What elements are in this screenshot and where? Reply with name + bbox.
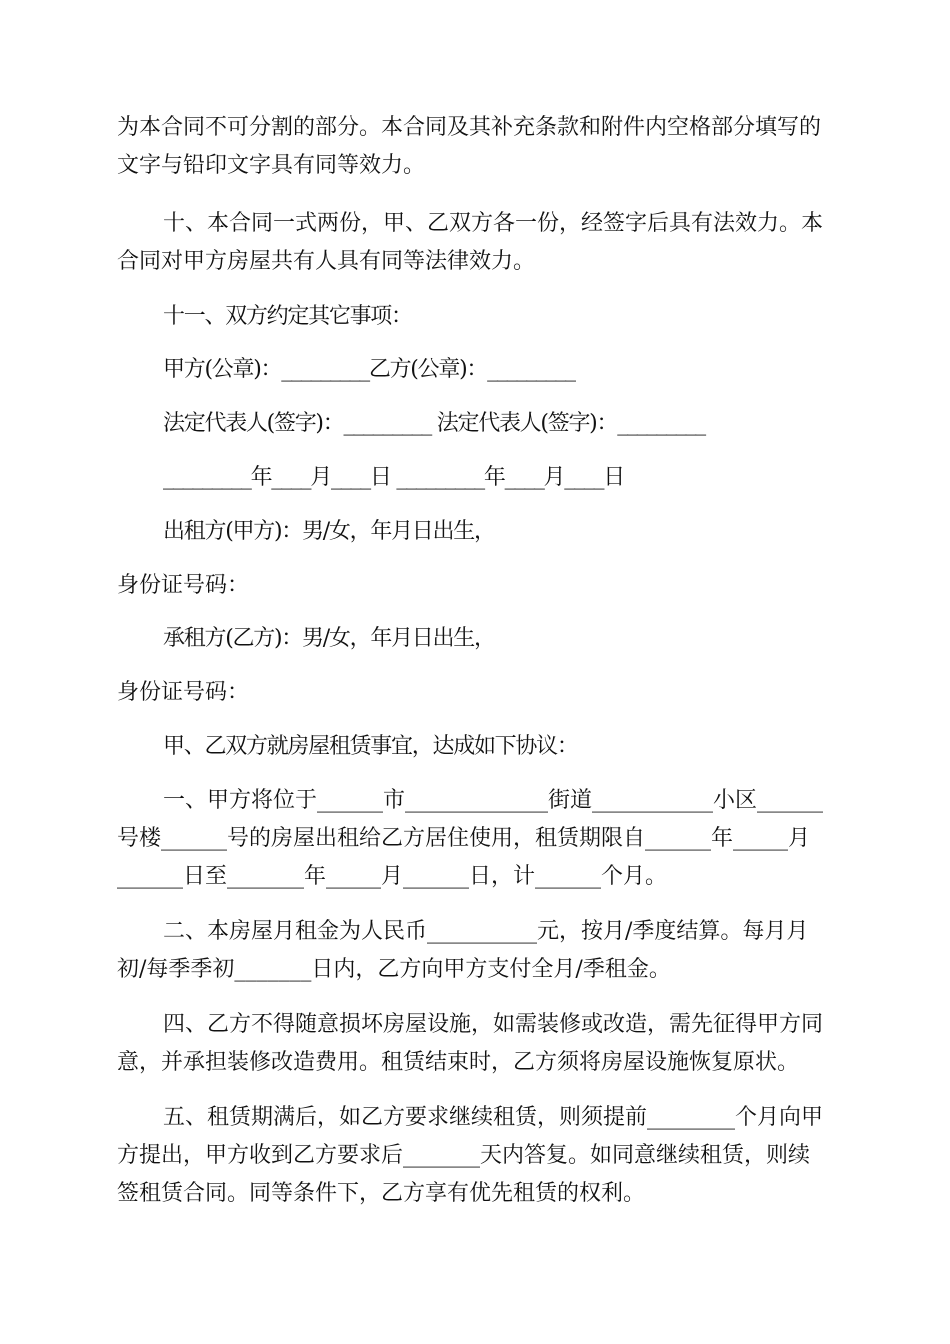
paragraph-clause-9-continuation xyxy=(117,109,833,185)
lessee-info xyxy=(163,620,879,658)
text-line: _________年____月____日 _________年____月____日 xyxy=(163,465,624,490)
lessee-id-number xyxy=(117,674,833,712)
signature-seal-line xyxy=(163,351,879,389)
lessor-info xyxy=(163,513,879,551)
text-line: 一、甲方将位于______市_____________街道___________小区______ xyxy=(163,788,824,813)
paragraph-clause-11 xyxy=(163,298,879,336)
text-line: 为本合同不可分割的部分。本合同及其补充条款和附件内空格部分填写的 xyxy=(117,115,822,140)
text-line: 十一、双方约定其它事项： xyxy=(163,304,412,329)
text-line: 二、本房屋月租金为人民币__________元，按月/季度结算。每月月 xyxy=(163,919,809,944)
text-line: 初/每季季初_______日内，乙方向甲方支付全月/季租金。 xyxy=(117,957,671,982)
lessor-id-number xyxy=(117,567,833,605)
text-line: 甲方(公章)：_________乙方(公章)：_________ xyxy=(163,357,575,382)
agreement-intro xyxy=(163,728,879,766)
signature-date-line xyxy=(163,459,879,497)
text-line: 方提出，甲方收到乙方要求后_______天内答复。如同意继续租赁，则续 xyxy=(117,1143,811,1168)
text-line: 号楼______号的房屋出租给乙方居住使用，租赁期限自______年_____月 xyxy=(117,826,811,851)
paragraph-clause-2 xyxy=(117,913,833,989)
text-line: 五、租赁期满后，如乙方要求继续租赁，则须提前________个月向甲 xyxy=(163,1105,824,1130)
text-line: ______日至_______年_____月______日，计______个月。 xyxy=(117,864,668,889)
text-line: 承租方(乙方)：男/女，年月日出生， xyxy=(163,626,495,651)
signature-representative-line xyxy=(163,405,879,443)
paragraph-clause-1 xyxy=(117,782,833,896)
paragraph-clause-4 xyxy=(117,1006,833,1082)
text-line: 十、本合同一式两份，甲、乙双方各一份，经签字后具有法效力。本 xyxy=(163,211,824,236)
paragraph-clause-10 xyxy=(117,205,833,281)
text-line: 合同对甲方房屋共有人具有同等法律效力。 xyxy=(117,249,536,274)
text-line: 身份证号码： xyxy=(117,573,250,598)
text-line: 签租赁合同。同等条件下，乙方享有优先租赁的权利。 xyxy=(117,1181,646,1206)
text-line: 法定代表人(签字)：_________ 法定代表人(签字)：_________ xyxy=(163,411,705,436)
text-line: 身份证号码： xyxy=(117,680,250,705)
text-line: 文字与铅印文字具有同等效力。 xyxy=(117,153,426,178)
text-line: 甲、乙双方就房屋租赁事宜，达成如下协议： xyxy=(163,734,578,759)
paragraph-clause-5 xyxy=(117,1099,833,1213)
text-line: 出租方(甲方)：男/女，年月日出生， xyxy=(163,519,495,544)
text-line: 意，并承担装修改造费用。租赁结束时，乙方须将房屋设施恢复原状。 xyxy=(117,1050,800,1075)
text-line: 四、乙方不得随意损坏房屋设施，如需装修或改造，需先征得甲方同 xyxy=(163,1012,824,1037)
